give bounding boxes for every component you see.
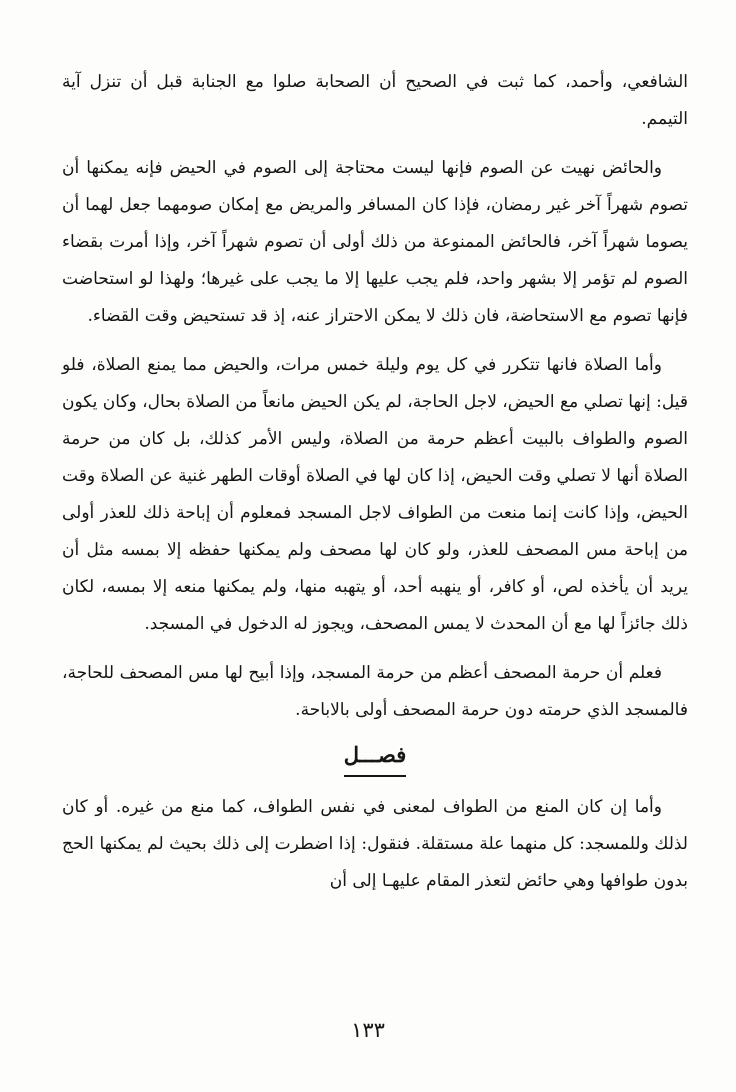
section-paragraph-1: وأما إن كان المنع من الطواف لمعنى في نفس الطواف، كما منع من غيره. أو كان لذلك وللمسجد: كل منهما علة مستقلة. فنقول: إذا اضطرت إلى ذلك بحيث لم يمكنها الحج بدون طوافها وهي حائض لتعذر المقام عليهـا إلى أن xyxy=(62,797,688,891)
book-page xyxy=(62,64,688,1044)
paragraph-gap xyxy=(62,138,688,150)
page-number: ١٣٣ xyxy=(351,1018,385,1042)
paragraph-4: فعلم أن حرمة المصحف أعظم من حرمة المسجد، وإذا أبيح لها مس المصحف للحاجة، فالمسجد الذي حرمته دون حرمة المصحف أولى بالاباحة. xyxy=(62,663,688,720)
section-heading xyxy=(62,737,688,777)
paragraph-2: والحائض نهيت عن الصوم فإنها ليست محتاجة إلى الصوم في الحيض فإنه يمكنها أن تصوم شهراً آخر غير رمضان، فإذا كان المسافر والمريض مع إمكان صومهما جعل لهما أن يصوما شهراً آخر، فالحائض الممنوعة من ذلك أولى أن تصوم شهراً آخر، وإذا أمرت بقضاء الصوم لم تؤمر إلا بشهر واحد، فلم يجب عليها إلا ما يجب على غيرها؛ ولهذا لو استحاضت فإنها تصوم مع الاستحاضة، فان ذلك لا يمكن الاحتراز عنه، إذ قد تستحيض وقت القضاء. xyxy=(62,158,688,326)
section-heading-text: فصـــل xyxy=(344,737,407,777)
paragraph-1: الشافعي، وأحمد، كما ثبت في الصحيح أن الصحابة صلوا مع الجنابة قبل أن تنزل آية التيمم. xyxy=(62,72,688,129)
paragraph-gap xyxy=(62,643,688,655)
paragraph-3: وأما الصلاة فانها تتكرر في كل يوم وليلة خمس مرات، والحيض مما يمنع الصلاة، فلو قيل: إنها تصلي مع الحيض، لاجل الحاجة، لم يكن الحيض مانعاً من الصلاة بحال، وكان يكون الصوم والطواف بالبيت أعظم حرمة من الصلاة، وليس الأمر كذلك، بل كان من حرمة الصلاة أنها لا تصلي وقت الحيض، إذا كان لها في الصلاة أوقات الطهر غنية عن الصلاة وقت الحيض، وإذا كانت إنما منعت من الطواف لاجل المسجد فمعلوم أن إباحة ذلك للعذر أولى من إباحة مس المصحف للعذر، ولو كان لها مصحف ولم يمكنها حفظه إلا بمسه مثل أن يريد أن يأخذه لص، أو كافر، أو ينهبه أحد، أو يتهبه منها، ولم يمكنها منعه إلا بمسه، لكان ذلك جائزاً لها مع أن المحدث لا يمس المصحف، ويجوز له الدخول في المسجد. xyxy=(62,355,688,634)
paragraph-gap xyxy=(62,335,688,347)
